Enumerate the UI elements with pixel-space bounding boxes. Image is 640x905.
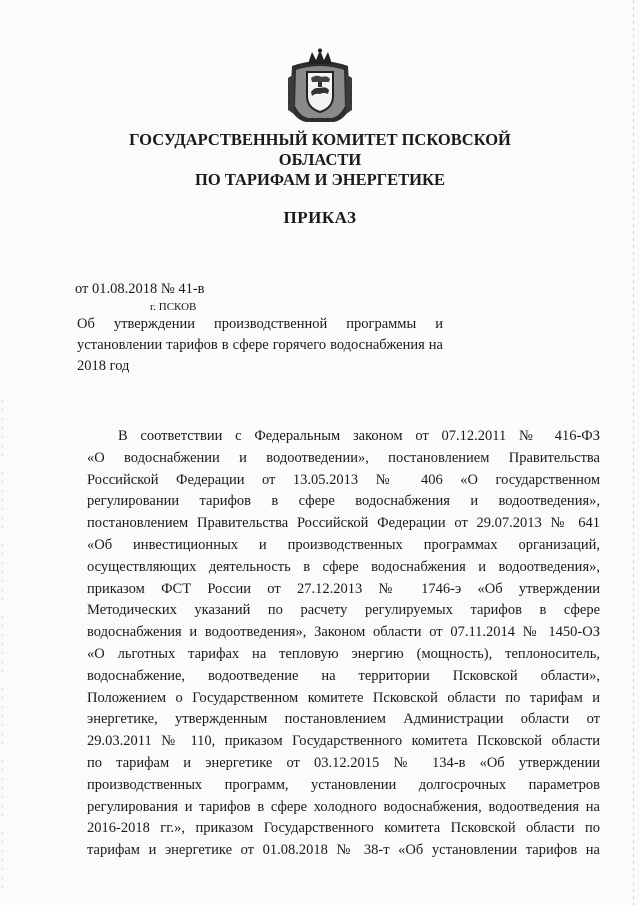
body-line: В соответствии с Федеральным законом от 07.12.2011 № 416-ФЗ bbox=[118, 428, 600, 444]
order-city: г. ПСКОВ bbox=[150, 301, 197, 313]
body-line: 2016-2018 гг.», приказом Государственного комитета Псковской области по bbox=[87, 820, 600, 837]
body-line: «О льготных тарифах на тепловую энергию (мощность), теплоноситель, bbox=[87, 645, 600, 662]
organization-name-line1: ГОСУДАРСТВЕННЫЙ КОМИТЕТ ПСКОВСКОЙ ОБЛАСТИ bbox=[129, 130, 511, 169]
body-line: производственных программ, установлении долгосрочных параметров bbox=[87, 776, 600, 793]
scan-edge-left bbox=[2, 400, 3, 900]
scan-edge-right bbox=[633, 0, 634, 905]
body-line: регулировании тарифов в сфере водоснабжения и водоотведения», bbox=[87, 493, 600, 510]
document-title: ПРИКАЗ bbox=[283, 208, 357, 227]
body-paragraph bbox=[87, 426, 600, 862]
organization-name bbox=[90, 130, 550, 190]
pskov-coat-of-arms-icon bbox=[286, 48, 354, 126]
body-line: 29.03.2011 № 110, приказом Государственного комитета Псковской области bbox=[87, 733, 600, 750]
body-line: приказом ФСТ России от 27.12.2013 № 1746-э «Об утверждении bbox=[87, 580, 600, 597]
body-line: осуществляющих деятельность в сфере водоснабжения и водоотведения», bbox=[87, 558, 600, 575]
body-line: по тарифам и энергетике от 03.12.2015 № 134-в «Об утверждении bbox=[87, 754, 600, 771]
body-line: Методических указаний по расчету регулируемых тарифов в сфере bbox=[87, 602, 600, 619]
order-subject: Об утверждении производственной программы и установлении тарифов в сфере горячего водоснабжения на 2018 год bbox=[77, 316, 443, 374]
body-line: тарифам и энергетике от 01.08.2018 № 38-т «Об установлении тарифов на bbox=[87, 842, 600, 859]
order-date-number: от 01.08.2018 № 41-в bbox=[75, 281, 205, 297]
body-line: «О водоснабжении и водоотведении», постановлением Правительства bbox=[87, 449, 600, 466]
body-line: Российской Федерации от 13.05.2013 № 406 «О государственном bbox=[87, 471, 600, 488]
body-line: регулирования и тарифов в сфере холодного водоснабжения, водоотведения на bbox=[87, 798, 600, 815]
body-line: водоснабжения и водоотведения», Законом области от 07.11.2014 № 1450-ОЗ bbox=[87, 624, 600, 641]
body-line: «Об инвестиционных и производственных программах организаций, bbox=[87, 536, 600, 553]
body-line: постановлением Правительства Российской Федерации от 29.07.2013 № 641 bbox=[87, 515, 600, 532]
body-line: Положением о Государственном комитете Псковской области по тарифам и bbox=[87, 689, 600, 706]
body-line: водоснабжение, водоотведение на территории Псковской области», bbox=[87, 667, 600, 684]
body-line: энергетике, утвержденным постановлением Администрации области от bbox=[87, 711, 600, 728]
organization-name-line2: ПО ТАРИФАМ И ЭНЕРГЕТИКЕ bbox=[195, 170, 445, 189]
